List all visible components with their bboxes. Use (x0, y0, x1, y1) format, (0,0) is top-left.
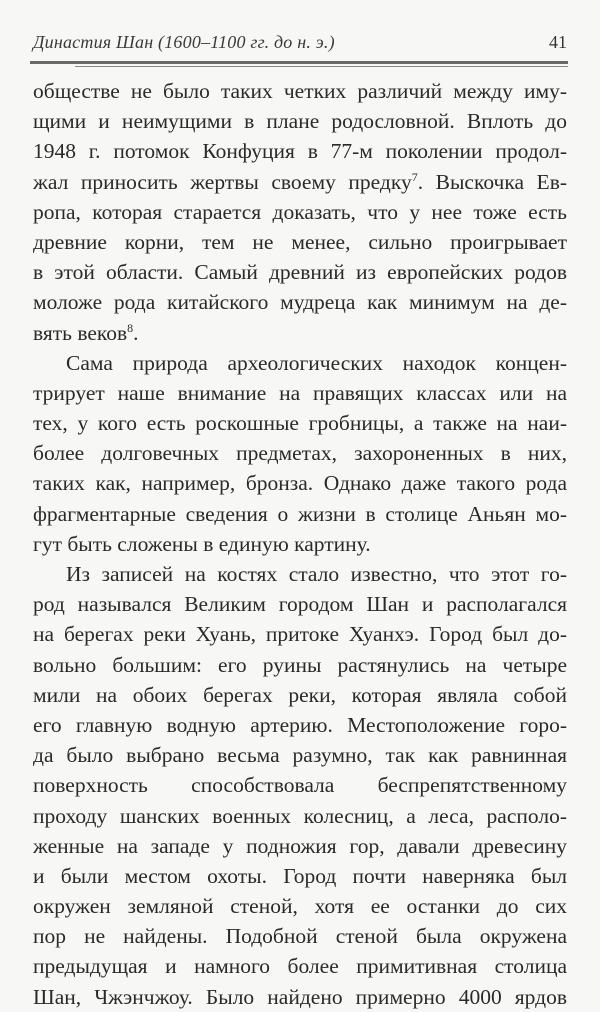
text-line-content: Из записей на костях стало известно, что этот го- (66, 562, 567, 586)
page-number: 41 (549, 32, 567, 52)
text-line-content: тех, у кого есть роскошные гробницы, а также на наи- (33, 411, 567, 436)
text-line (33, 348, 567, 378)
text-line-content: его главную водную артерию. Местоположение горо- (33, 712, 567, 737)
text-line-content: ропа, которая старается доказать, что у нее тоже есть (33, 199, 567, 224)
text-line-content: поверхность способствовала беспрепятственному (33, 773, 567, 798)
text-line (33, 650, 567, 680)
footnote-marker[interactable]: 8 (127, 320, 134, 335)
text-line-content: окружен земляной стеной, хотя ее останки до сих (33, 894, 567, 919)
text-line (33, 921, 567, 951)
text-line (33, 801, 567, 831)
text-line (33, 740, 567, 770)
text-line (33, 257, 567, 287)
text-line-content: род назывался Великим городом Шан и располагался (33, 592, 567, 617)
text-line (33, 861, 567, 891)
text-line (33, 499, 567, 529)
text-line (33, 891, 567, 921)
text-line-content: моложе рода китайского мудреца как минимум на де- (33, 290, 567, 315)
text-line (33, 468, 567, 498)
text-line-content: предыдущая и намного более примитивная столица (33, 954, 567, 979)
text-line (33, 710, 567, 740)
text-line-content: жал приносить жертвы своему предку (33, 169, 412, 194)
text-line-content: щими и неимущими в плане родословной. Вплоть до (33, 109, 567, 134)
text-line (33, 408, 567, 438)
page-header (33, 28, 567, 56)
text-line (33, 136, 567, 166)
text-line (33, 378, 567, 408)
body-text (33, 76, 567, 1012)
text-line (33, 982, 567, 1012)
text-line (33, 318, 567, 348)
text-line-content: вольно большим: его руины растянулись на четыре (33, 652, 567, 677)
text-line-content: Шан, Чжэнчжоу. Было найдено примерно 4000 ярдов (33, 984, 567, 1009)
text-line (33, 287, 567, 317)
text-line-content: гут быть сложены в единую картину. (33, 531, 371, 556)
footnote-marker[interactable]: 7 (411, 169, 418, 184)
text-line-content: древние корни, тем не менее, сильно проигрывает (33, 229, 567, 254)
text-line-content: мили на обоих берегах реки, которая являла собой (33, 682, 567, 707)
text-line-content: 1948 г. потомок Конфуция в 77-м поколении продол- (33, 139, 567, 164)
text-line (33, 227, 567, 257)
text-line (33, 680, 567, 710)
text-line (33, 619, 567, 649)
text-line (33, 76, 567, 106)
text-line-content: более долговечных предметах, захороненных в них, (33, 441, 567, 466)
text-line-content: обществе не было таких четких различий между иму- (33, 79, 567, 103)
text-line-content: трирует наше внимание на правящих классах или на (33, 380, 567, 405)
text-line (33, 197, 567, 227)
text-line-continuation: . Выскочка Ев- (417, 169, 567, 194)
text-line (33, 106, 567, 136)
text-line-content: таких как, например, бронза. Однако даже такого рода (33, 471, 567, 496)
text-line-content: да было выбрано весьма разумно, так как равнинная (33, 743, 567, 768)
text-line-content: вять веков (33, 320, 128, 345)
text-line-content: фрагментарные сведения о жизни в столице Аньян мо- (33, 501, 567, 526)
text-line-content: Сама природа археологических находок концен- (66, 350, 567, 375)
text-line-content: женные на западе у подножия гор, давали древесину (33, 833, 567, 858)
header-rule-thin (75, 66, 568, 67)
running-title: Династия Шан (1600–1100 гг. до н. э.) (33, 32, 335, 52)
text-line-continuation: . (133, 320, 139, 345)
text-line (33, 167, 567, 197)
text-line-content: проходу шанских военных колесниц, а леса, располо- (33, 803, 567, 828)
text-line-content: в этой области. Самый древний из европейских родов (33, 260, 567, 285)
text-line-content: на берегах реки Хуань, притоке Хуанхэ. Город был до- (33, 622, 567, 647)
text-line-content: пор не найдены. Подобной стеной была окружена (33, 924, 567, 949)
text-line-content: и были местом охоты. Город почти наверняка был (33, 863, 567, 888)
text-line (33, 529, 567, 559)
text-line (33, 438, 567, 468)
text-line (33, 589, 567, 619)
text-line (33, 951, 567, 981)
text-line (33, 831, 567, 861)
text-line (33, 559, 567, 589)
text-line (33, 770, 567, 800)
header-rule-thick (30, 61, 568, 64)
